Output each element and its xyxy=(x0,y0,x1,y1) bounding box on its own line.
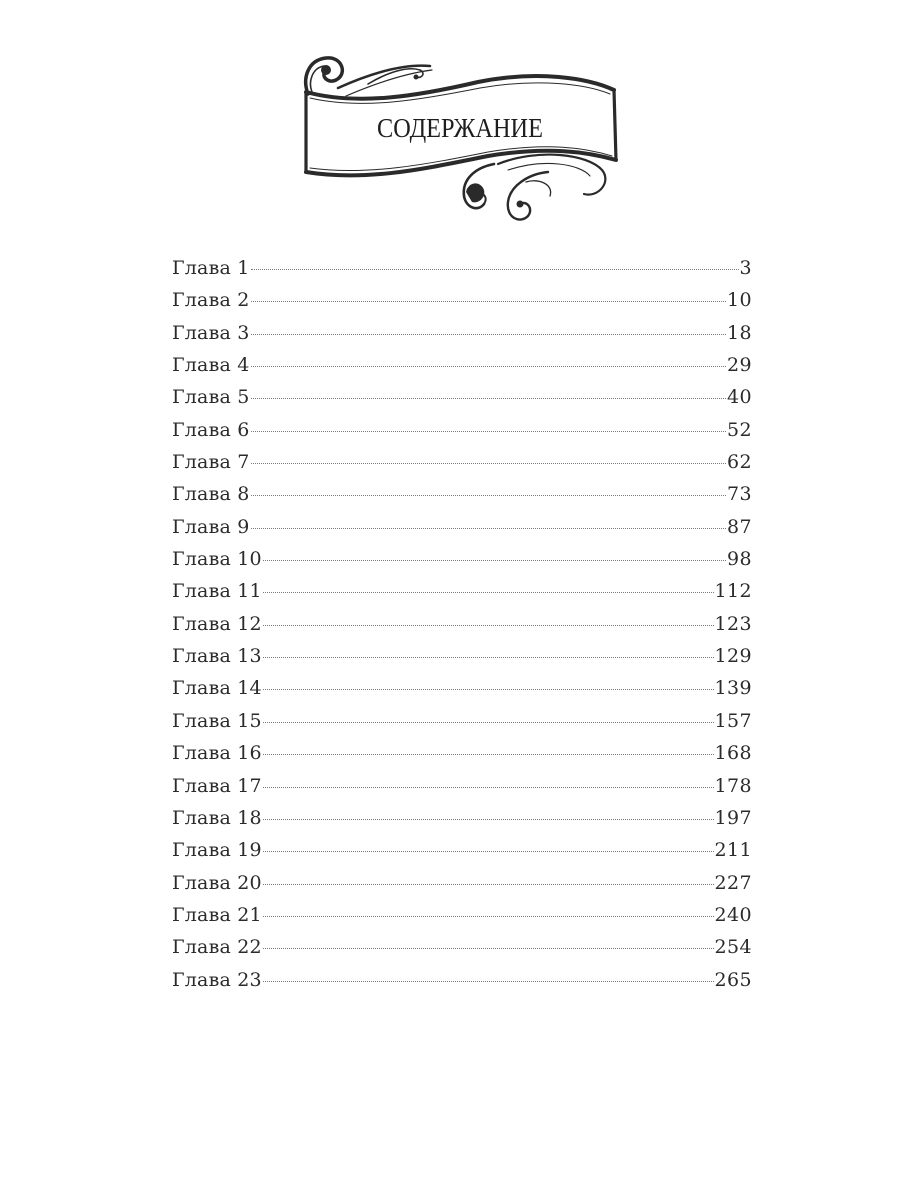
toc-entry-label: Глава 3 xyxy=(172,321,250,344)
toc-entry-page-number: 98 xyxy=(727,548,752,571)
toc-leader-dots xyxy=(263,915,714,917)
table-of-contents xyxy=(172,252,752,996)
toc-entry-label: Глава 22 xyxy=(172,936,262,959)
toc-leader-dots xyxy=(251,333,726,335)
toc-entry-label: Глава 11 xyxy=(172,580,262,603)
toc-entry-label: Глава 19 xyxy=(172,839,262,862)
toc-entry-label: Глава 9 xyxy=(172,515,250,538)
toc-entry-page-number: 168 xyxy=(714,742,752,765)
toc-entry-label: Глава 21 xyxy=(172,903,262,926)
toc-entry-page-number: 254 xyxy=(714,936,752,959)
toc-entry[interactable] xyxy=(172,284,752,316)
toc-entry-page-number: 87 xyxy=(727,515,752,538)
toc-leader-dots xyxy=(263,753,714,755)
toc-leader-dots xyxy=(263,624,714,626)
toc-entry-label: Глава 13 xyxy=(172,645,262,668)
toc-entry-page-number: 52 xyxy=(727,418,752,441)
toc-entry-label: Глава 14 xyxy=(172,677,262,700)
toc-entry-label: Глава 8 xyxy=(172,483,250,506)
toc-leader-dots xyxy=(251,365,726,367)
toc-leader-dots xyxy=(251,268,739,270)
toc-leader-dots xyxy=(251,430,726,432)
toc-entry[interactable] xyxy=(172,608,752,640)
toc-entry-page-number: 178 xyxy=(714,774,752,797)
toc-entry[interactable] xyxy=(172,802,752,834)
toc-entry[interactable] xyxy=(172,349,752,381)
toc-entry-page-number: 29 xyxy=(727,354,752,377)
toc-entry-page-number: 240 xyxy=(714,903,752,926)
toc-entry-page-number: 139 xyxy=(714,677,752,700)
toc-entry-label: Глава 17 xyxy=(172,774,262,797)
toc-entry-label: Глава 16 xyxy=(172,742,262,765)
toc-entry[interactable] xyxy=(172,931,752,963)
toc-entry[interactable] xyxy=(172,478,752,510)
contents-banner xyxy=(298,52,622,230)
toc-entry[interactable] xyxy=(172,575,752,607)
toc-leader-dots xyxy=(263,850,714,852)
toc-entry[interactable] xyxy=(172,964,752,996)
toc-entry-page-number: 40 xyxy=(727,386,752,409)
toc-entry-label: Глава 18 xyxy=(172,806,262,829)
toc-entry[interactable] xyxy=(172,705,752,737)
toc-entry-page-number: 211 xyxy=(714,839,752,862)
toc-entry-label: Глава 4 xyxy=(172,354,250,377)
toc-entry-page-number: 197 xyxy=(714,806,752,829)
toc-entry-page-number: 62 xyxy=(727,451,752,474)
toc-leader-dots xyxy=(263,818,714,820)
toc-entry[interactable] xyxy=(172,640,752,672)
toc-entry[interactable] xyxy=(172,867,752,899)
toc-leader-dots xyxy=(263,688,714,690)
toc-entry[interactable] xyxy=(172,543,752,575)
toc-entry[interactable] xyxy=(172,446,752,478)
toc-leader-dots xyxy=(263,947,714,949)
toc-entry-label: Глава 6 xyxy=(172,418,250,441)
toc-leader-dots xyxy=(251,300,726,302)
toc-entry[interactable] xyxy=(172,414,752,446)
toc-leader-dots xyxy=(251,527,726,529)
toc-entry-label: Глава 1 xyxy=(172,257,250,279)
toc-leader-dots xyxy=(263,591,714,593)
toc-entry[interactable] xyxy=(172,737,752,769)
toc-leader-dots xyxy=(263,559,726,561)
toc-entry-label: Глава 15 xyxy=(172,709,262,732)
toc-leader-dots xyxy=(263,786,714,788)
toc-entry-page-number: 227 xyxy=(714,871,752,894)
toc-entry-label: Глава 12 xyxy=(172,612,262,635)
toc-entry-label: Глава 5 xyxy=(172,386,250,409)
toc-entry[interactable] xyxy=(172,770,752,802)
toc-leader-dots xyxy=(263,656,714,658)
toc-entry-page-number: 18 xyxy=(727,321,752,344)
toc-entry-label: Глава 7 xyxy=(172,451,250,474)
toc-entry-page-number: 112 xyxy=(714,580,752,603)
toc-leader-dots xyxy=(251,494,726,496)
toc-entry-label: Глава 23 xyxy=(172,968,262,991)
toc-entry-label: Глава 2 xyxy=(172,289,250,312)
toc-leader-dots xyxy=(251,397,726,399)
toc-entry-page-number: 123 xyxy=(714,612,752,635)
toc-entry-label: Глава 20 xyxy=(172,871,262,894)
contents-title: СОДЕРЖАНИЕ xyxy=(377,113,543,143)
toc-entry[interactable] xyxy=(172,834,752,866)
toc-entry[interactable] xyxy=(172,381,752,413)
toc-entry[interactable] xyxy=(172,252,752,284)
toc-entry-page-number: 3 xyxy=(739,257,752,279)
toc-entry[interactable] xyxy=(172,672,752,704)
toc-leader-dots xyxy=(263,721,714,723)
toc-entry-page-number: 10 xyxy=(727,289,752,312)
toc-entry[interactable] xyxy=(172,899,752,931)
toc-leader-dots xyxy=(263,883,714,885)
toc-entry-page-number: 157 xyxy=(714,709,752,732)
toc-entry-label: Глава 10 xyxy=(172,548,262,571)
toc-entry-page-number: 129 xyxy=(714,645,752,668)
toc-leader-dots xyxy=(263,980,714,982)
toc-entry-page-number: 265 xyxy=(714,968,752,991)
toc-leader-dots xyxy=(251,462,726,464)
toc-entry-page-number: 73 xyxy=(727,483,752,506)
toc-entry[interactable] xyxy=(172,317,752,349)
toc-entry[interactable] xyxy=(172,511,752,543)
